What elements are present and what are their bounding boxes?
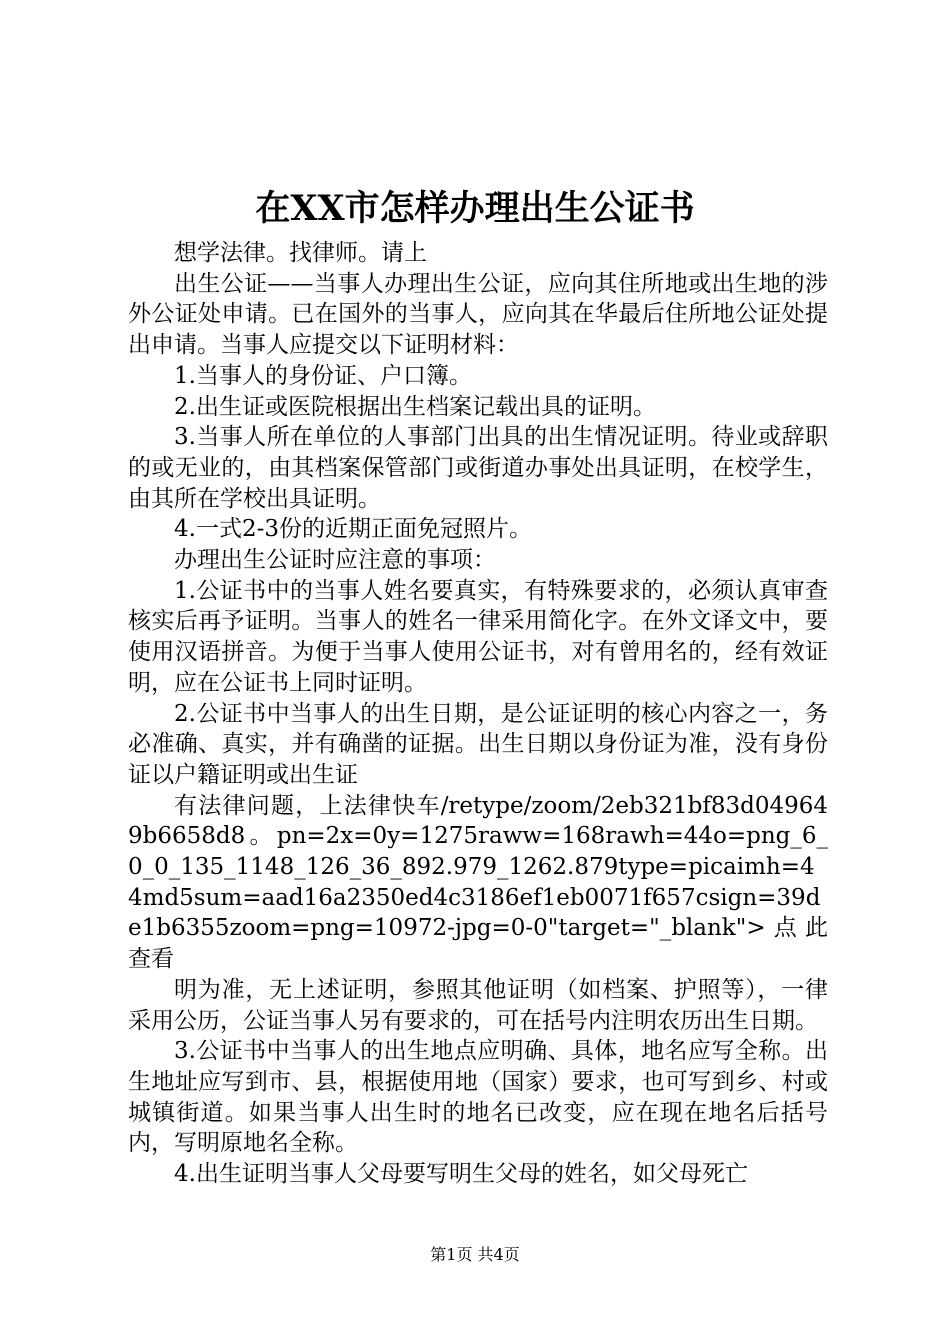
paragraph-material-4: 4.一式2-3份的近期正面免冠照片。	[174, 516, 532, 543]
paragraph-note-4: 4.出生证明当事人父母要写明生父母的姓名，如父母死亡	[174, 1161, 748, 1188]
paragraph-birth-notarization: 出生公证——当事人办理出生公证，应向其住所地或出生地的涉外公证处申请。已在国外的当事人，应向其在华最后住所地公证处提出申请。当事人应提交以下证明材料：	[128, 270, 828, 359]
page-title: 在XX市怎样办理出生公证书	[255, 188, 695, 229]
paragraph-link-text: 有法律问题，上法律快车/retype/zoom/2eb321bf83d049649b6658d8。pn=2x=0y=1275raww=168rawh=44o=png_6_0_0_135_1148_126_36_892.979_1262.879type=picaimh=44md5sum=aad16a2350ed4c3186ef1eb0071f657csign=39de1b6355zoom=png=10972-jpg=0-0"target="_blank">点此查看	[128, 792, 828, 973]
paragraph-note-1: 1.公证书中的当事人姓名要真实，有特殊要求的，必须认真审查核实后再予证明。当事人的姓名一律采用简化字。在外文译文中，要使用汉语拼音。为便于当事人使用公证书，对有曾用名的，经有效证明，应在公证书上同时证明。	[128, 577, 828, 696]
paragraph-note-2: 2.公证书中当事人的出生日期，是公证证明的核心内容之一，务必准确、真实，并有确凿的证据。出生日期以身份证为准，没有身份证以户籍证明或出生证	[128, 700, 828, 788]
paragraph-material-2: 2.出生证或医院根据出生档案记载出具的证明。	[174, 393, 656, 420]
paragraph-intro: 想学法律。找律师。请上	[174, 240, 427, 266]
paragraph-note-3: 3.公证书中当事人的出生地点应明确、具体，地名应写全称。出生地址应写到市、县，根据使用地（国家）要求，也可写到乡、村或城镇街道。如果当事人出生时的地名已改变，应在现在地名后括号内，写明原地名全称。	[128, 1038, 828, 1157]
paragraph-notes-heading: 办理出生公证时应注意的事项：	[174, 547, 496, 574]
paragraph-note-2-continued: 明为准，无上述证明，参照其他证明（如档案、护照等），一律采用公历，公证当事人另有要求的，可在括号内注明农历出生日期。	[128, 976, 828, 1034]
page-indicator: 第1页 共4页	[430, 1245, 520, 1264]
document-body	[128, 238, 828, 1190]
paragraph-material-3: 3.当事人所在单位的人事部门出具的出生情况证明。待业或辞职的或无业的，由其档案保管部门或街道办事处出具证明，在校学生，由其所在学校出具证明。	[128, 424, 828, 512]
paragraph-material-1: 1.当事人的身份证、户口簿。	[174, 362, 472, 389]
